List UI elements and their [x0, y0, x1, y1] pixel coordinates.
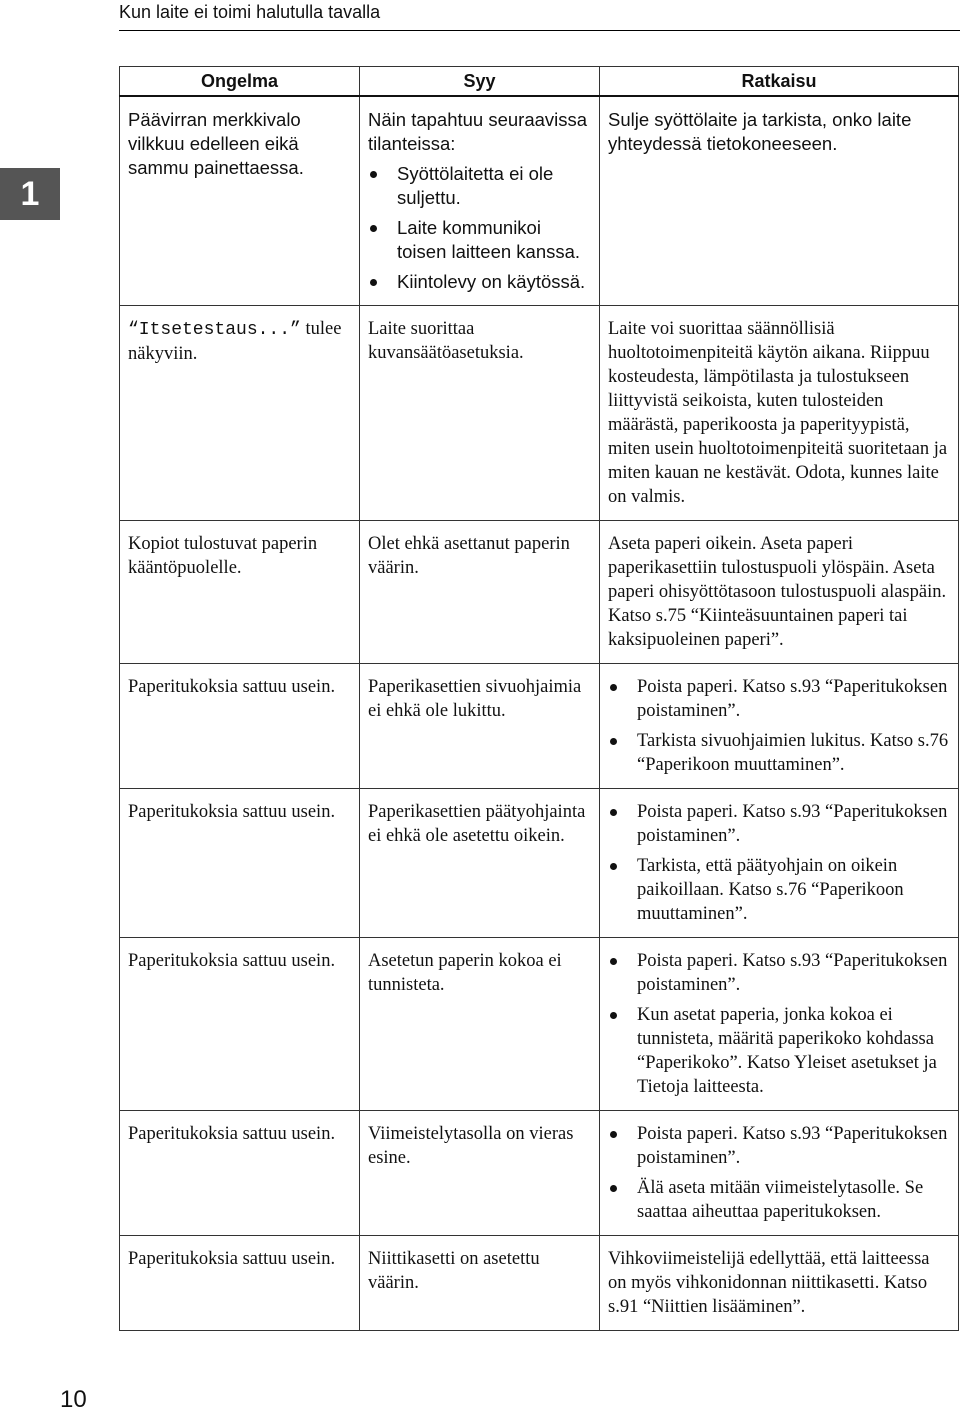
problem-text: Paperitukoksia sattuu usein. — [128, 1124, 336, 1144]
list-item: Poista paperi. Katso s.93 “Paperitukoksen poistaminen”. — [608, 675, 950, 723]
column-header-problem: Ongelma — [120, 67, 360, 97]
table-row — [120, 96, 959, 306]
list-item: Poista paperi. Katso s.93 “Paperitukoksen poistaminen”. — [608, 800, 950, 848]
column-header-cause: Syy — [360, 67, 600, 97]
problem-cell — [120, 1111, 360, 1236]
cause-text: Viimeistelytasolla on vieras esine. — [368, 1124, 574, 1168]
cause-intro: Näin tapahtuu seuraavissa tilanteissa: — [368, 109, 588, 154]
solution-cell — [600, 664, 959, 789]
problem-text: Paperitukoksia sattuu usein. — [128, 951, 336, 971]
problem-cell — [120, 1236, 360, 1331]
cause-cell — [360, 1236, 600, 1331]
solution-bullet-list — [608, 949, 950, 1099]
table-row — [120, 521, 959, 664]
table-header-row — [120, 67, 959, 97]
cause-cell — [360, 664, 600, 789]
problem-text: Paperitukoksia sattuu usein. — [128, 677, 336, 697]
cause-text: Olet ehkä asettanut paperin väärin. — [368, 534, 570, 578]
list-item: Laite kommunikoi toisen laitteen kanssa. — [368, 216, 591, 264]
cause-cell — [360, 521, 600, 664]
problem-cell — [120, 96, 360, 306]
solution-bullet-list — [608, 675, 950, 777]
cause-text: Laite suorittaa kuvansäätöasetuksia. — [368, 319, 524, 363]
page-number: 10 — [60, 1386, 87, 1413]
problem-cell — [120, 938, 360, 1111]
list-item: Tarkista sivuohjaimien lukitus. Katso s.76 “Paperikoon muuttaminen”. — [608, 729, 950, 777]
cause-text: Niittikasetti on asetettu väärin. — [368, 1249, 540, 1293]
display-message: “Itsetestaus...” — [128, 320, 301, 340]
table-row — [120, 789, 959, 938]
solution-text: Vihkoviimeistelijä edellyttää, että laitteessa on myös vihkonidonnan niittikasetti. Katso s.91 “Niittien lisääminen”. — [608, 1249, 930, 1317]
table-row — [120, 938, 959, 1111]
solution-cell — [600, 521, 959, 664]
list-item: Kiintolevy on käytössä. — [368, 270, 591, 294]
page-header — [119, 0, 960, 31]
solution-text: Sulje syöttölaite ja tarkista, onko laite yhteydessä tietokoneeseen. — [608, 109, 912, 154]
solution-cell — [600, 1236, 959, 1331]
list-item: Älä aseta mitään viimeistelytasolle. Se saattaa aiheuttaa paperitukoksen. — [608, 1176, 950, 1224]
problem-text: Paperitukoksia sattuu usein. — [128, 1249, 336, 1269]
solution-bullet-list — [608, 800, 950, 926]
solution-bullet-list — [608, 1122, 950, 1224]
problem-text: tulee näkyviin. — [128, 319, 342, 364]
list-item: Tarkista, että päätyohjain on oikein paikoillaan. Katso s.76 “Paperikoon muuttaminen”. — [608, 854, 950, 926]
list-item: Syöttölaitetta ei ole suljettu. — [368, 162, 591, 210]
problem-text: Kopiot tulostuvat paperin kääntöpuolelle. — [128, 534, 318, 578]
chapter-tab: 1 — [0, 168, 60, 220]
list-item: Poista paperi. Katso s.93 “Paperitukoksen poistaminen”. — [608, 1122, 950, 1170]
column-header-solution: Ratkaisu — [600, 67, 959, 97]
table-row — [120, 1236, 959, 1331]
troubleshooting-table — [119, 66, 959, 1331]
table-row — [120, 664, 959, 789]
problem-cell — [120, 306, 360, 521]
cause-cell — [360, 938, 600, 1111]
cause-cell — [360, 1111, 600, 1236]
solution-cell — [600, 96, 959, 306]
problem-text: Päävirran merkkivalo vilkkuu edelleen eikä sammu painettaessa. — [128, 109, 304, 178]
header-title: Kun laite ei toimi halutulla tavalla — [119, 2, 381, 22]
list-item: Poista paperi. Katso s.93 “Paperitukoksen poistaminen”. — [608, 949, 950, 997]
solution-text: Laite voi suorittaa säännöllisiä huoltotoimenpiteitä käytön aikana. Riippuu kosteudesta, lämpötilasta ja tulostukseen liittyvistä seikoista, kuten tulosteiden määrästä, paperikoosta ja paperityypistä, miten usein huoltotoimenpiteitä suoritetaan ja miten kauan ne kestävät. Odota, kunnes laite on valmis. — [608, 319, 948, 507]
cause-bullet-list — [368, 162, 591, 294]
cause-cell — [360, 96, 600, 306]
cause-text: Paperikasettien päätyohjainta ei ehkä ole asetettu oikein. — [368, 802, 586, 846]
solution-cell — [600, 306, 959, 521]
problem-cell — [120, 664, 360, 789]
list-item: Kun asetat paperia, jonka kokoa ei tunnisteta, määritä paperikoko kohdassa “Paperikoko”. Katso Yleiset asetukset ja Tietoja laitteesta. — [608, 1003, 950, 1099]
solution-cell — [600, 938, 959, 1111]
cause-text: Asetetun paperin kokoa ei tunnisteta. — [368, 951, 562, 995]
table-row — [120, 306, 959, 521]
table-row — [120, 1111, 959, 1236]
problem-cell — [120, 789, 360, 938]
cause-cell — [360, 306, 600, 521]
solution-text: Aseta paperi oikein. Aseta paperi paperikasettiin tulostuspuoli ylöspäin. Aseta paperi ohisyöttötasoon tulostuspuoli alaspäin. Katso s.75 “Kiinteäsuuntainen paperi tai kaksipuoleinen paperi”. — [608, 534, 947, 650]
cause-cell — [360, 789, 600, 938]
problem-cell — [120, 521, 360, 664]
solution-cell — [600, 1111, 959, 1236]
problem-text: Paperitukoksia sattuu usein. — [128, 802, 336, 822]
solution-cell — [600, 789, 959, 938]
cause-text: Paperikasettien sivuohjaimia ei ehkä ole lukittu. — [368, 677, 582, 721]
